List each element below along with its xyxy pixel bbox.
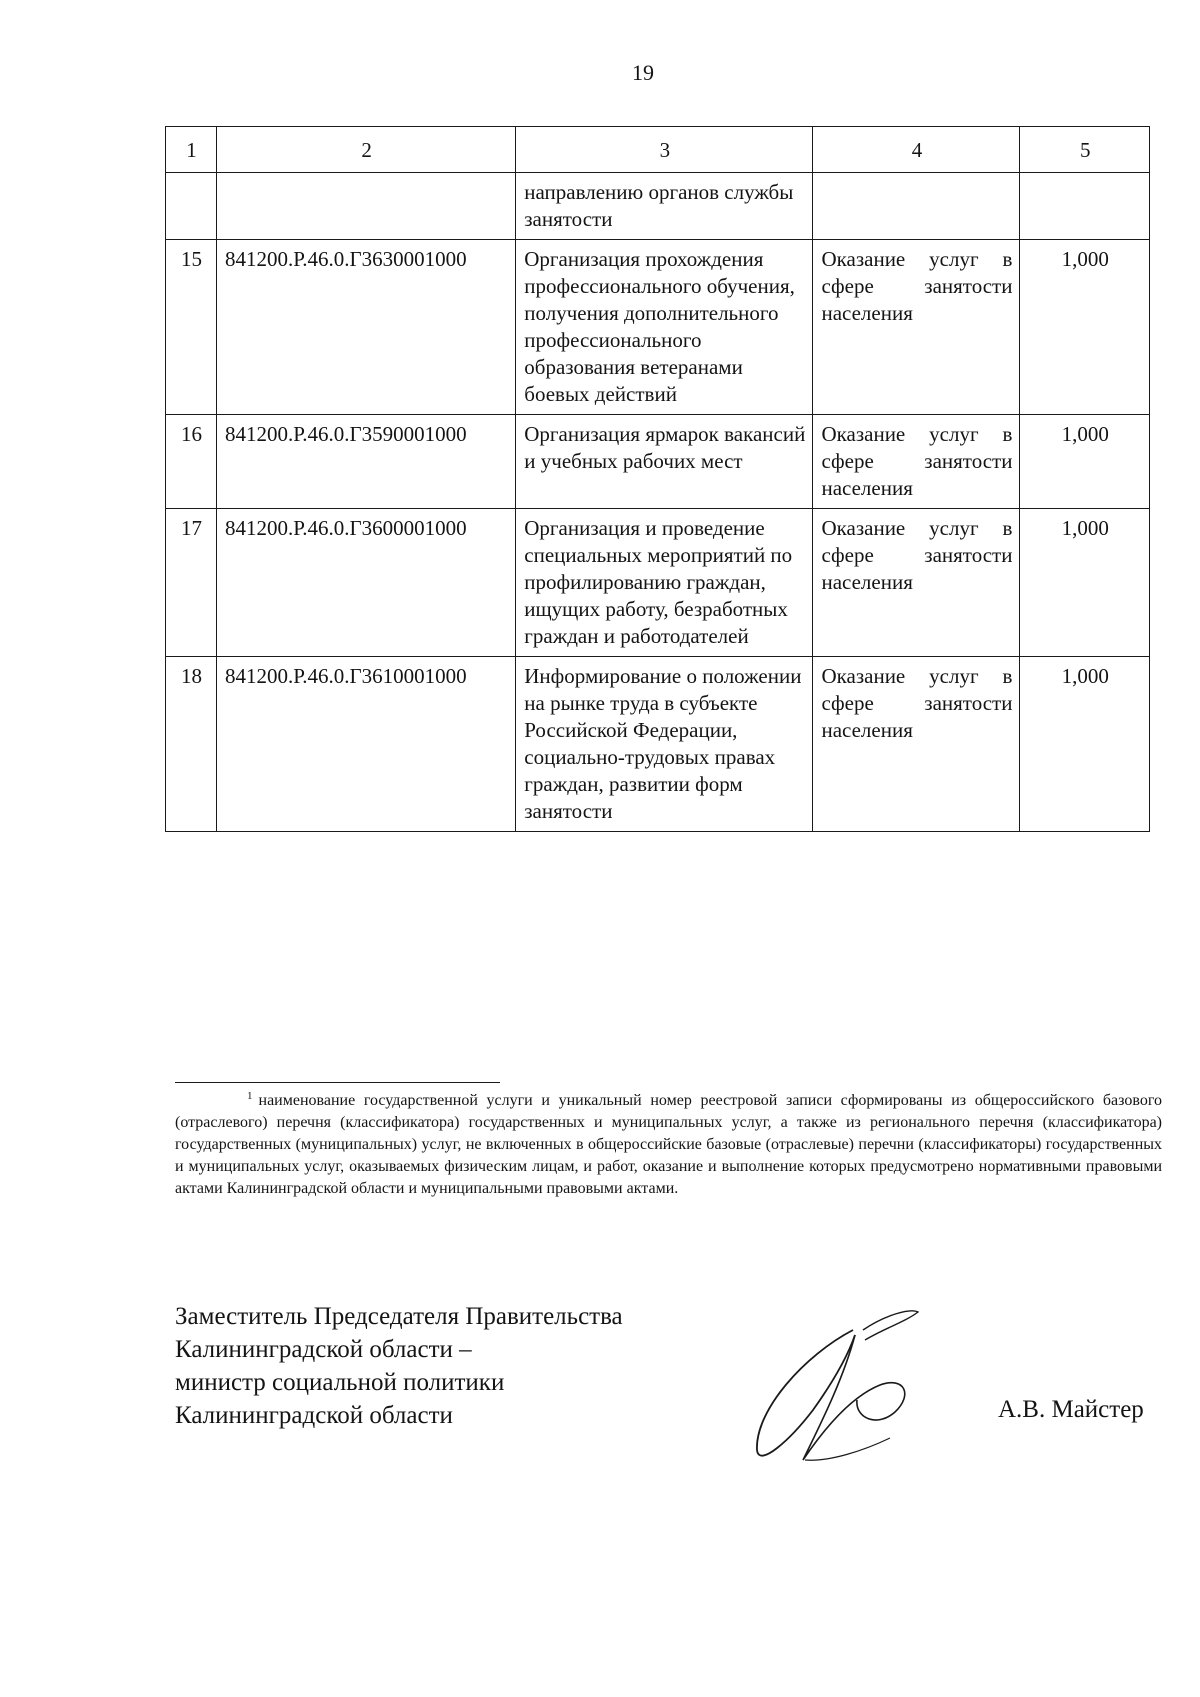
service-category <box>813 173 1020 240</box>
service-name: Организация и проведение специальных мероприятий по профилированию граждан, ищущих работу, безработных граждан и работодателей <box>516 509 813 657</box>
service-category: Оказание услуг в сфере занятости населения <box>813 509 1020 657</box>
column-header: 1 <box>166 127 217 173</box>
table-row <box>166 415 1150 509</box>
column-header: 4 <box>813 127 1020 173</box>
table-row <box>166 240 1150 415</box>
registry-code: 841200.Р.46.0.Г3600001000 <box>216 509 515 657</box>
service-category: Оказание услуг в сфере занятости населения <box>813 415 1020 509</box>
footnote-divider <box>175 1082 500 1083</box>
footnote <box>175 1085 1162 1200</box>
service-value: 1,000 <box>1020 415 1150 509</box>
row-number: 16 <box>166 415 217 509</box>
service-name: Информирование о положении на рынке труда в субъекте Российской Федерации, социально-трудовых правах граждан, развитии форм занятости <box>516 657 813 832</box>
signatory-position <box>175 1300 623 1432</box>
registry-code: 841200.Р.46.0.Г3630001000 <box>216 240 515 415</box>
service-value: 1,000 <box>1020 509 1150 657</box>
service-name: Организация ярмарок вакансий и учебных рабочих мест <box>516 415 813 509</box>
footnote-text: наименование государственной услуги и уникальный номер реестровой записи сформированы из общероссийского базового (отраслевого) перечня (классификатора) государственных и муниципальных услуг, а также из регионального перечня (классификатора) государственных (муниципальных) услуг, не включенных в общероссийские базовые (отраслевые) перечни (классификаторы) государственных и муниципальных услуг, оказываемых физическим лицам, и работ, оказание и выполнение которых предусмотрено нормативными правовыми актами Калининградской области и муниципальными правовыми актами. <box>175 1092 1162 1197</box>
registry-code: 841200.Р.46.0.Г3590001000 <box>216 415 515 509</box>
column-header: 3 <box>516 127 813 173</box>
service-value <box>1020 173 1150 240</box>
handwritten-signature <box>735 1300 935 1470</box>
row-number <box>166 173 217 240</box>
table-header-row <box>166 127 1150 173</box>
position-line: Калининградской области – <box>175 1336 472 1363</box>
row-number: 18 <box>166 657 217 832</box>
row-number: 15 <box>166 240 217 415</box>
table-row <box>166 657 1150 832</box>
service-category: Оказание услуг в сфере занятости населения <box>813 240 1020 415</box>
service-value: 1,000 <box>1020 240 1150 415</box>
service-name: направлению органов службы занятости <box>516 173 813 240</box>
service-category: Оказание услуг в сфере занятости населения <box>813 657 1020 832</box>
column-header: 2 <box>216 127 515 173</box>
services-table <box>165 126 1150 832</box>
table-row <box>166 509 1150 657</box>
service-name: Организация прохождения профессионального обучения, получения дополнительного профессионального образования ветеранами боевых действий <box>516 240 813 415</box>
page-number: 19 <box>632 60 654 85</box>
registry-code <box>216 173 515 240</box>
signatory-name: А.В. Майстер <box>998 1396 1144 1423</box>
position-line: министр социальной политики <box>175 1369 505 1396</box>
footnote-marker: 1 <box>247 1090 253 1102</box>
position-line: Заместитель Председателя Правительства <box>175 1303 623 1330</box>
column-header: 5 <box>1020 127 1150 173</box>
service-value: 1,000 <box>1020 657 1150 832</box>
table-row-continuation <box>166 173 1150 240</box>
registry-code: 841200.Р.46.0.Г3610001000 <box>216 657 515 832</box>
position-line: Калининградской области <box>175 1402 453 1429</box>
row-number: 17 <box>166 509 217 657</box>
